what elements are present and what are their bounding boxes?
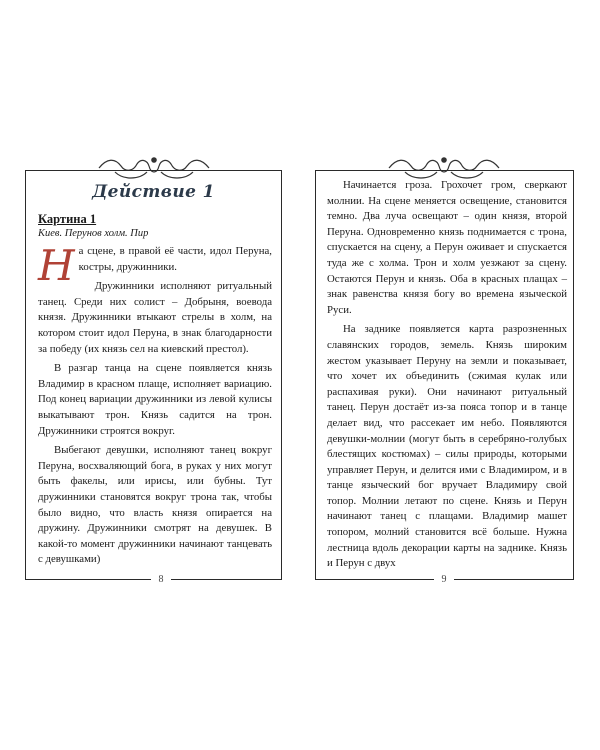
paragraph: Выбегают девушки, исполняют танец вокруг Перуна, восхваляющий бога, в руках у них могут быть факелы, или ирисы, или бубны. Тут дружинники становятся вокруг трона так, чтобы было видно, что власть князя опирается на дружину. Дружинники смотрят на девушек. В какой-то момент дружинники начинают танцевать с девушками)	[38, 444, 272, 566]
paragraph: В разгар танца на сцене появляется князь Владимир в красном плаще, исполняет вариацию. Под конец вариации дружинники из левой кулисы выкатывают трон. Князь садится на трон. Дружинники строятся вокруг.	[38, 362, 272, 437]
drop-cap: Н	[38, 241, 75, 290]
left-page-text	[38, 241, 272, 572]
right-page-text	[327, 178, 567, 576]
paragraph: На сцене, в правой её части, идол Перуна, костры, дружинники.	[38, 241, 272, 290]
act-title: Действие 1	[92, 182, 215, 202]
paragraph: Начинается гроза. Грохочет гром, сверкают молнии. На сцене меняется освещение, становится темно. Два луча освещают – один князя, второй Перуна. Одновременно князь поднимается с трона, спускается на сцену, а Перун оживает и спускается туда же с холма. Трон и холм уезжают за сцену. Остаются Перун и князь. Оба в красных плащах – знак равенства князя богу во времена языческой Руси.	[327, 179, 567, 316]
page-number: 9	[434, 574, 454, 585]
scene-subtitle: Киев. Перунов холм. Пир	[38, 228, 149, 239]
page-number: 8	[151, 574, 171, 585]
paragraph: Дружинники исполняют ритуальный танец. Среди них солист – Добрыня, воевода князя. Дружинники втыкают стрелы в холм, на котором стоит идол Перуна, в знак благодарности за победу (их князь сел на киевский престол).	[38, 280, 272, 355]
scene-title: Картина 1	[38, 212, 97, 226]
paragraph: На заднике появляется карта разрозненных славянских городов, земель. Князь широким жестом указывает Перуну на земли и показывает, что хочет их объединить (сжимая кулак или распахивая руки). Они начинают ритуальный танец. Перун достаёт из-за пояса топор и в танце делает вид, что рассекает им небо. Появляются девушки-молнии (могут быть в серебряно-голубых блестящих костюмах) – силы природы, которыми управляет Перун, и делится ими с Владимиром, и в танце языческий бог вручает Владимиру свой топор. Молнии летают по сцене. Князь и Перун начинают танец с плащами. Владимир машет топором, молний становится всё больше. Нужна лестница вдоль декорации карты на заднике. Князь и Перун с двух	[327, 323, 567, 570]
